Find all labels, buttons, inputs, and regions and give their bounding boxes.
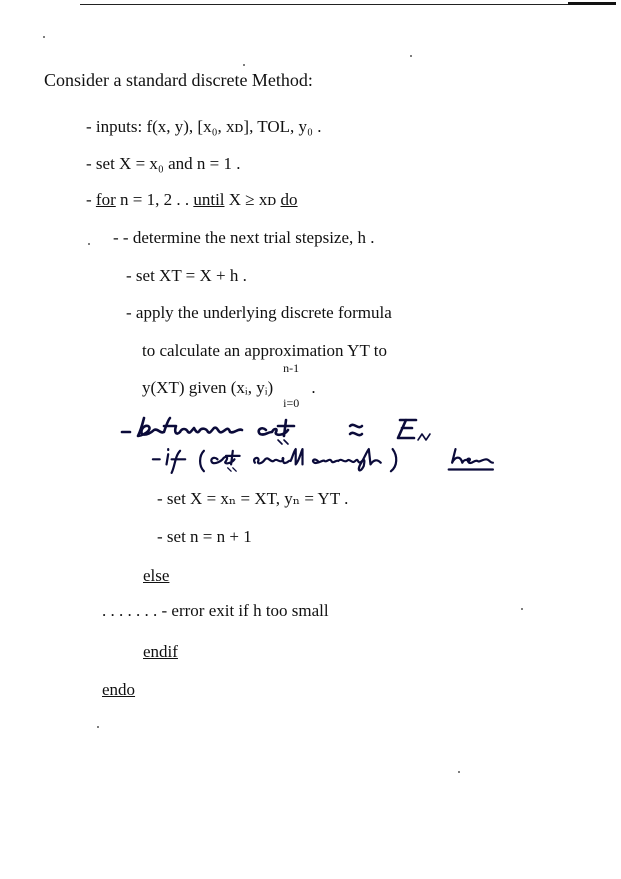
handwritten-line-determine: [118, 412, 538, 446]
for-loop-line: - for n = 1, 2 . . until X ≥ xᴅ do: [86, 190, 298, 209]
apply-end: .: [307, 378, 316, 397]
endo-keyword: endo: [102, 680, 136, 699]
scan-speck: [43, 36, 45, 38]
for-range: n = 1, 2 . .: [115, 190, 194, 209]
index-range: [273, 361, 307, 410]
error-exit-line: . . . . . . . - error exit if h too small: [102, 601, 329, 620]
for-keyword: for: [95, 190, 116, 209]
given-text: y(XT) given (xᵢ, yᵢ): [142, 378, 274, 397]
set-n-line: - set n = n + 1: [157, 527, 252, 546]
top-rule-mark: [568, 2, 616, 5]
for-condition: X ≥ xᴅ: [224, 190, 281, 209]
scan-speck: [521, 608, 523, 610]
page-heading: Consider a standard discrete Method:: [44, 70, 313, 90]
top-rule: [80, 4, 615, 5]
scan-speck: [410, 55, 412, 57]
do-keyword: do: [280, 190, 298, 209]
lower-index: i=0: [283, 396, 300, 410]
scan-speck: [458, 771, 460, 773]
endif-keyword: endif: [143, 642, 178, 661]
determine-step-line: - - determine the next trial stepsize, h .: [113, 228, 375, 247]
apply-line-3: [142, 361, 316, 410]
scan-speck: [88, 243, 90, 245]
else-keyword: else: [143, 566, 170, 585]
set-x-line: - set X = x₀ and n = 1 .: [86, 154, 241, 173]
apply-line-2: to calculate an approximation YT to: [142, 341, 388, 360]
set-xt-line: - set XT = X + h .: [126, 266, 247, 285]
inputs-line: - inputs: f(x, y), [x₀, xᴅ], TOL, y₀ .: [86, 117, 322, 136]
scan-speck: [243, 64, 245, 66]
handwritten-line-if: [118, 444, 538, 478]
set-x-n-line: - set X = xₙ = XT, yₙ = YT .: [157, 489, 349, 508]
apply-line-1: - apply the underlying discrete formula: [126, 303, 392, 322]
scan-speck: [97, 726, 99, 728]
upper-index: n-1: [283, 361, 300, 375]
until-keyword: until: [193, 190, 225, 209]
